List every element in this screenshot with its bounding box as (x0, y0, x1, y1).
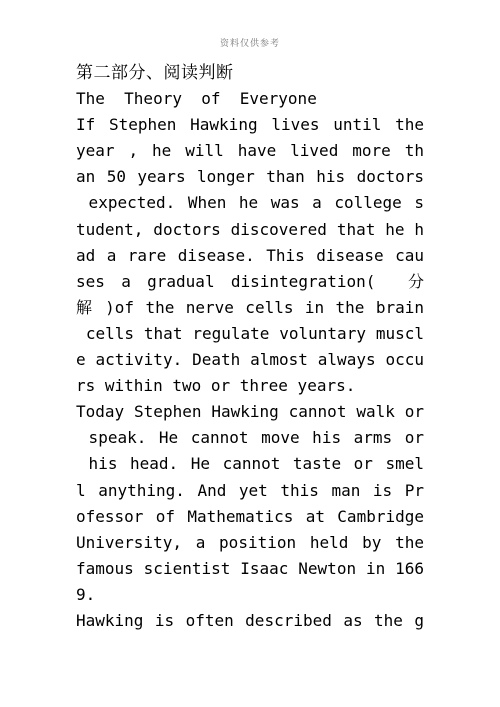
body-line: University, a position held by the (76, 532, 424, 552)
body-line: ad a rare disease. This disease cau (76, 245, 424, 265)
body-line: an 50 years longer than his doctors (76, 167, 424, 187)
body-line: e activity. Death almost always occu (76, 350, 424, 370)
body-line: rs within two or three years. (76, 376, 356, 396)
body-line: tudent, doctors discovered that he h (76, 219, 424, 239)
body-line: If Stephen Hawking lives until the (76, 115, 424, 135)
body-line: ofessor of Mathematics at Cambridge (76, 506, 424, 526)
page-header-note: 资料仅供参考 (219, 39, 280, 49)
body-line: speak. He cannot move his arms or (76, 428, 424, 448)
document-body (76, 60, 424, 634)
body-line: l anything. And yet this man is Pr (76, 480, 424, 500)
body-line: 解 )of the nerve cells in the brain (76, 297, 424, 317)
body-line: ses a gradual disintegration( 分 (76, 271, 424, 291)
body-line: Hawking is often described as the g (76, 610, 424, 630)
body-line: expected. When he was a college s (76, 193, 424, 213)
body-line: famous scientist Isaac Newton in 166 (76, 558, 424, 578)
body-line: year , he will have lived more th (76, 141, 424, 161)
article-title: The Theory of Everyone (76, 89, 317, 109)
body-line: his head. He cannot taste or smel (76, 454, 424, 474)
body-line: Today Stephen Hawking cannot walk or (76, 402, 424, 422)
section-title: 第二部分、阅读判断 (76, 63, 234, 83)
body-line: 9. (76, 584, 96, 604)
body-line: cells that regulate voluntary muscl (76, 323, 424, 343)
